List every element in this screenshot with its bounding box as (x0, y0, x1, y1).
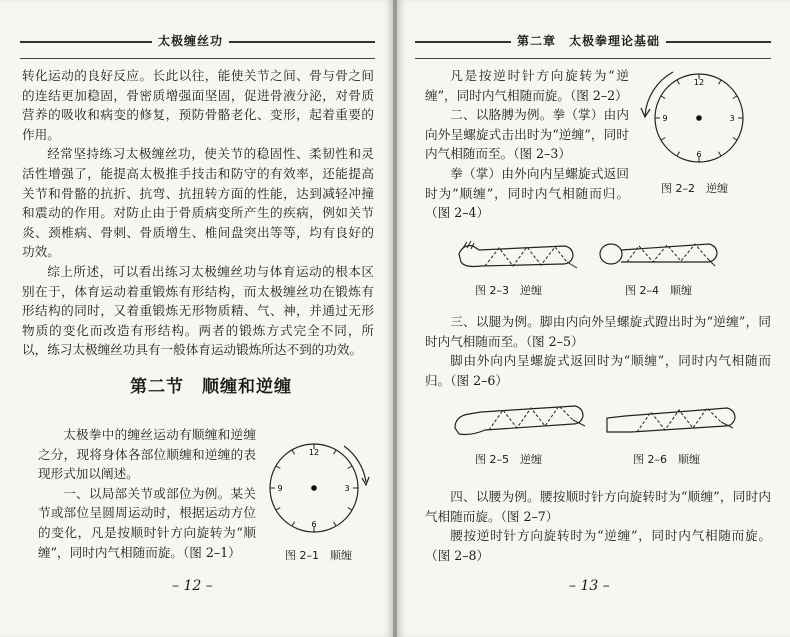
figure-caption: 图 2–1 顺缠 (285, 549, 352, 562)
clock-number-6: 6 (696, 150, 702, 159)
paragraph: 经常坚持练习太极缠丝功，使关节的稳固性、柔韧性和灵活性增强了，能提高太极推手技击和防守的有效率，还能提高关节和骨骼的抗折、抗弯、抗扭转方面的性能，达到减轻冲撞和震动的作用。对防止由于骨质病变所产生的疾病，例如关节炎、颈椎病、骨刺、骨质增生、椎间盘突出等等，均有良好的功效。 (22, 146, 374, 260)
figure-2-2-counterclockwise-clock (637, 68, 757, 173)
clock-number-12: 12 (308, 448, 320, 457)
figure-2-6-leg-spiral-in (603, 398, 743, 444)
body-text-right-middle (425, 312, 771, 390)
page-number: – 13 – (569, 578, 610, 594)
paragraph: 转化运动的良好反应。长此以往，能使关节之间、骨与骨之间的连结更加稳固，骨密质增强面坚固，促进骨液分泌，对骨质营养的吸收和病变的修复，预防骨骼老化、变形，起着重要的作用。 (22, 68, 374, 142)
body-text-right-lower (425, 487, 771, 565)
spiral-line (485, 247, 567, 266)
left-page (0, 0, 393, 637)
clock-number-12: 12 (693, 78, 705, 87)
hand-fingers-icon (463, 241, 474, 249)
right-page (397, 0, 790, 637)
paragraph: 一、以局部关节或部位为例。某关节或部位呈圆周运动时，根据运动方位的变化，凡是按顺时针方向旋转为“顺缠”，同时内气相随而旋。（图 2–1） (38, 485, 256, 560)
clock-center-dot (696, 115, 702, 121)
fist-outline (600, 244, 622, 264)
paragraph: 综上所述，可以看出练习太极缠丝功与体育运动的根本区别在于，体育运动着重锻炼有形结构，而太极缠丝功在锻炼有形结构的同时，又着重锻炼无形物质精、气、神，并通过无形物质的变化而改造有形结构。两者的锻炼方式完全不同，所以，练习太极缠丝功具有一般体育运动锻炼所达不到的功效。 (22, 263, 374, 358)
page-number: – 12 – (172, 578, 213, 594)
arrow-line (573, 420, 585, 426)
figure-2-1-clockwise-clock (262, 438, 372, 538)
figure-2-3-arm-spiral-out (455, 232, 583, 280)
body-text-right-upper (425, 66, 629, 223)
figure-2-4-arm-spiral-in (597, 232, 725, 280)
right-page-header (415, 28, 771, 59)
paragraph: 太极拳中的缠丝运动有顺缠和逆缠之分，现将身体各部位顺缠和逆缠的表现形式加以阐述。 (38, 427, 256, 482)
figure-2-5-leg-spiral-out (451, 398, 591, 444)
clock-center-dot (311, 485, 317, 491)
figure-caption: 图 2–3 逆缠 (475, 284, 542, 297)
paragraph: 腰按逆时针方向旋转时为“逆缠”，同时内气相随而旋。（图 2–8） (425, 528, 771, 563)
figure-caption: 图 2–5 逆缠 (475, 453, 542, 466)
body-text-left (22, 66, 374, 360)
section-title: 第二节 顺缠和逆缠 (130, 377, 292, 397)
clock-number-9: 9 (662, 114, 668, 123)
figure-caption: 图 2–6 顺缠 (633, 453, 700, 466)
paragraph: 凡是按逆时针方向旋转为“逆缠”，同时内气相随而旋。（图 2–2） (425, 68, 629, 103)
arrow-line (567, 262, 577, 268)
paragraph: 四、以腰为例。腰按顺时针方向旋转时为“顺缠”，同时内气相随而旋。（图 2–7） (425, 489, 771, 524)
leg-outline (607, 408, 735, 432)
running-title: 太极缠丝功 (152, 32, 229, 49)
body-text-left-lower (38, 425, 256, 562)
figure-caption: 图 2–4 顺缠 (625, 284, 692, 297)
running-title: 第二章 太极拳理论基础 (511, 32, 666, 49)
clock-number-3: 3 (729, 114, 735, 123)
arrow-line (721, 422, 733, 428)
figure-caption: 图 2–2 逆缠 (661, 182, 728, 195)
paragraph: 二、以胳膊为例。拳（掌）由内向外呈螺旋式击出时为“逆缠”，同时内气相随而至。（图 2–3） (425, 107, 629, 162)
clock-number-6: 6 (311, 520, 317, 529)
clockwise-arc (344, 446, 366, 482)
paragraph: 三、以腿为例。脚由内向外呈螺旋式蹬出时为“逆缠”，同时内气相随而至。（图 2–5） (425, 314, 771, 349)
paragraph: 脚由外向内呈螺旋式返回时为“顺缠”，同时内气相随而归。（图 2–6） (425, 353, 771, 388)
clock-number-9: 9 (277, 484, 283, 493)
left-page-header (20, 28, 375, 59)
clock-number-3: 3 (344, 484, 350, 493)
paragraph: 拳（掌）由外向内呈螺旋式返回时为“顺缠”，同时内气相随而归。（图 2–4） (425, 165, 629, 221)
